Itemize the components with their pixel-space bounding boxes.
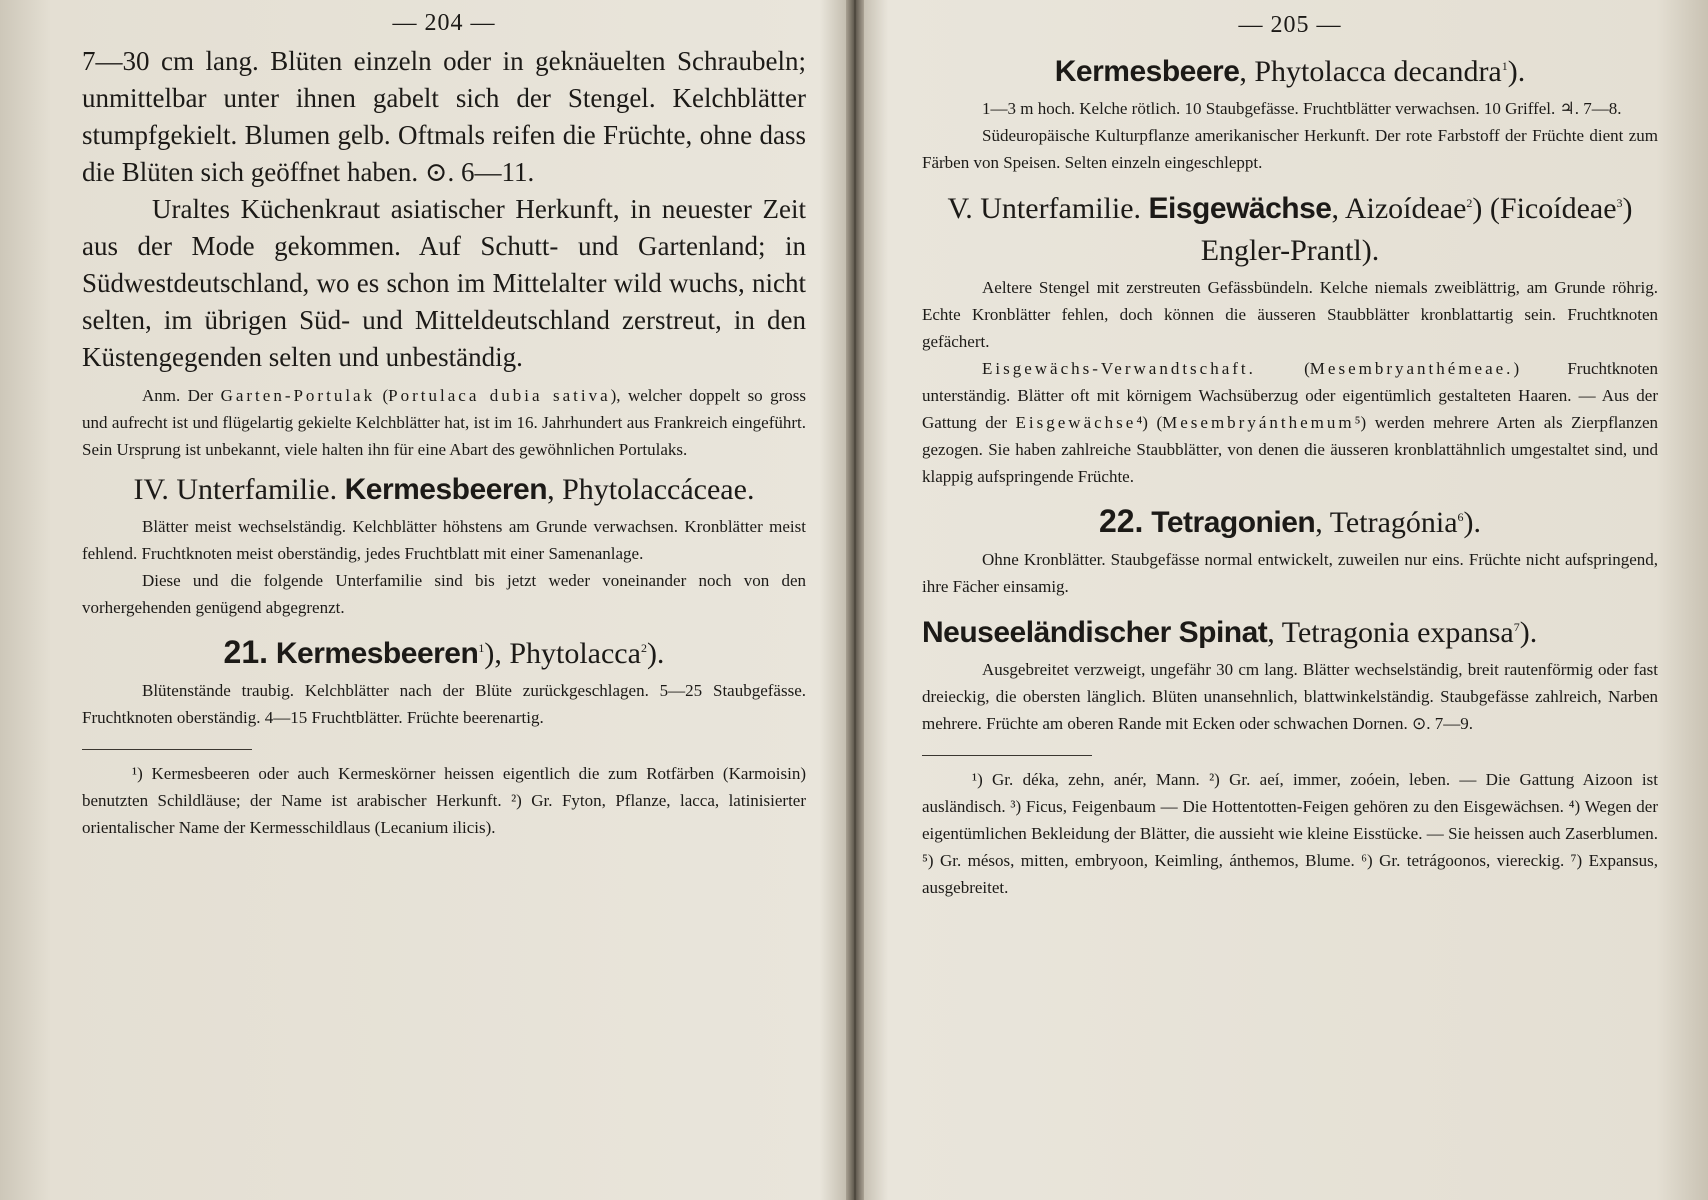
footnote-rule	[922, 755, 1092, 756]
right-page	[864, 0, 1708, 1200]
footnotes: ¹) Gr. déka, zehn, anér, Mann. ²) Gr. aeí, immer, zoóein, leben. — Die Gattung Aizoon ist ausländisch. ³) Ficus, Feigenbaum — Die Hottentotten-Feigen gehören zu den Eisgewächsen. ⁴) Wegen der eigentümlichen Bekleidung der Blätter, die aussieht wie kleine Eisstücke. — Sie heissen auch Zaserblumen. ⁵) Gr. mésos, mitten, embryoon, Keimling, ánthemos, Blume. ⁶) Gr. tetrágoonos, viereckig. ⁷) Expansus, ausgebreitet.	[922, 770, 1658, 897]
footnotes: ¹) Kermesbeeren oder auch Kermeskörner heissen eigentlich die zum Rotfärben (Karmoisin) benutzten Schildläuse; der Name ist arabischer Herkunft. ²) Gr. Fyton, Pflanze, lacca, latinisierter orientalischer Name der Kermesschildlaus (Lecanium ilicis).	[82, 764, 806, 837]
paragraph: Südeuropäische Kulturpflanze amerikanischer Herkunft. Der rote Farbstoff der Früchte dient zum Färben von Speisen. Selten einzeln eingeschleppt.	[922, 126, 1658, 172]
paragraph: 1—3 m hoch. Kelche rötlich. 10 Staubgefässe. Fruchtblätter verwachsen. 10 Griffel. ♃. 7—8.	[982, 99, 1622, 118]
paragraph: Blütenstände traubig. Kelchblätter nach der Blüte zurückgeschlagen. 5—25 Staubgefässe. Fruchtknoten oberständig. 4—15 Fruchtblätter. Früchte beerenartig.	[82, 681, 806, 727]
section-heading: V. Unterfamilie. Eisgewächse, Aizoídeae$^2$) (Ficoídeae$^3$) Engler-Prantl).	[947, 192, 1633, 267]
genus-heading: 22. Tetragonien, Tetragónia$^6$).	[1098, 503, 1482, 539]
section-heading: IV. Unterfamilie. Kermesbeeren, Phytolaccáceae.	[133, 473, 755, 506]
species-heading: Kermesbeere, Phytolacca decandra$^1$).	[1054, 55, 1526, 88]
paragraph: Blätter meist wechselständig. Kelchblätter höhstens am Grunde verwachsen. Kronblätter meist fehlend. Fruchtknoten meist oberständig, jedes Fruchtblatt mit einer Samenanlage.	[82, 517, 806, 563]
paragraph: Diese und die folgende Unterfamilie sind bis jetzt weder voneinander noch von den vorhergehenden genügend abgegrenzt.	[82, 571, 806, 617]
annotation: Anm. Der Garten-Portulak (Portulaca dubia sativa), welcher doppelt so gross und aufrecht ist und flügelartig gekielte Kelchblätter hat, ist im 16. Jahrhundert aus Frankreich eingeführt. Sein Ursprung ist unbekannt, viele halten ihn für eine Abart des gewöhnlichen Portulaks.	[82, 386, 806, 459]
paragraph: 7—30 cm lang. Blüten einzeln oder in geknäuelten Schraubeln; unmittelbar unter ihnen gabelt sich der Stengel. Kelchblätter stumpfgekielt. Blumen gelb. Oftmals reifen die Früchte, ohne dass die Blüten sich geöffnet haben. ⊙. 6—11.	[82, 46, 806, 187]
species-heading: Neuseeländischer Spinat, Tetragonia expansa$^7$).	[922, 616, 1538, 649]
paragraph: Ohne Kronblätter. Staubgefässe normal entwickelt, zuweilen nur eins. Früchte nicht aufspringend, ihre Fächer einsamig.	[922, 550, 1658, 596]
footnote-rule	[82, 749, 252, 750]
book-gutter	[846, 0, 864, 1200]
page-number: — 205 —	[1238, 12, 1342, 38]
paragraph: Ausgebreitet verzweigt, ungefähr 30 cm lang. Blätter wechselständig, breit rautenförmig oder fast dreieckig, die obersten länglich. Blüten unansehnlich, blattwinkelständig. Staubgefässe zahlreich, Narben mehrere. Früchte am oberen Rande mit Ecken oder schwachen Dornen. ⊙. 7—9.	[922, 660, 1658, 733]
left-page	[0, 0, 846, 1200]
paragraph: Aeltere Stengel mit zerstreuten Gefässbündeln. Kelche niemals zweiblättrig, am Grunde röhrig. Echte Kronblätter fehlen, doch können die äusseren Staubblätter kronblattartig sein. Fruchtknoten gefächert.	[922, 278, 1658, 351]
genus-heading: 21. Kermesbeeren$^1$), Phytolacca$^2$).	[223, 634, 665, 670]
paragraph: Uraltes Küchenkraut asiatischer Herkunft, in neuester Zeit aus der Mode gekommen. Auf Schutt- und Gartenland; in Südwestdeutschland, wo es schon im Mittelalter wild wuchs, nicht selten, im übrigen Süd- und Mitteldeutschland zerstreut, in den Küstengegenden selten und unbeständig.	[82, 194, 806, 372]
page-number: — 204 —	[392, 10, 496, 36]
paragraph: Eisgewächs-Verwandtschaft. (Mesembryanthémeae.) Fruchtknoten unterständig. Blätter oft mit körnigem Wachsüberzug oder eigentümlich gestalteten Haaren. — Aus der Gattung der Eisgewächse⁴) (Mesembryánthemum⁵) werden mehrere Arten als Zierpflanzen gezogen. Sie haben zahlreiche Staubblätter, von denen die äusseren kronblattähnlich umgestaltet sind, und klappig aufspringende Früchte.	[922, 359, 1658, 486]
